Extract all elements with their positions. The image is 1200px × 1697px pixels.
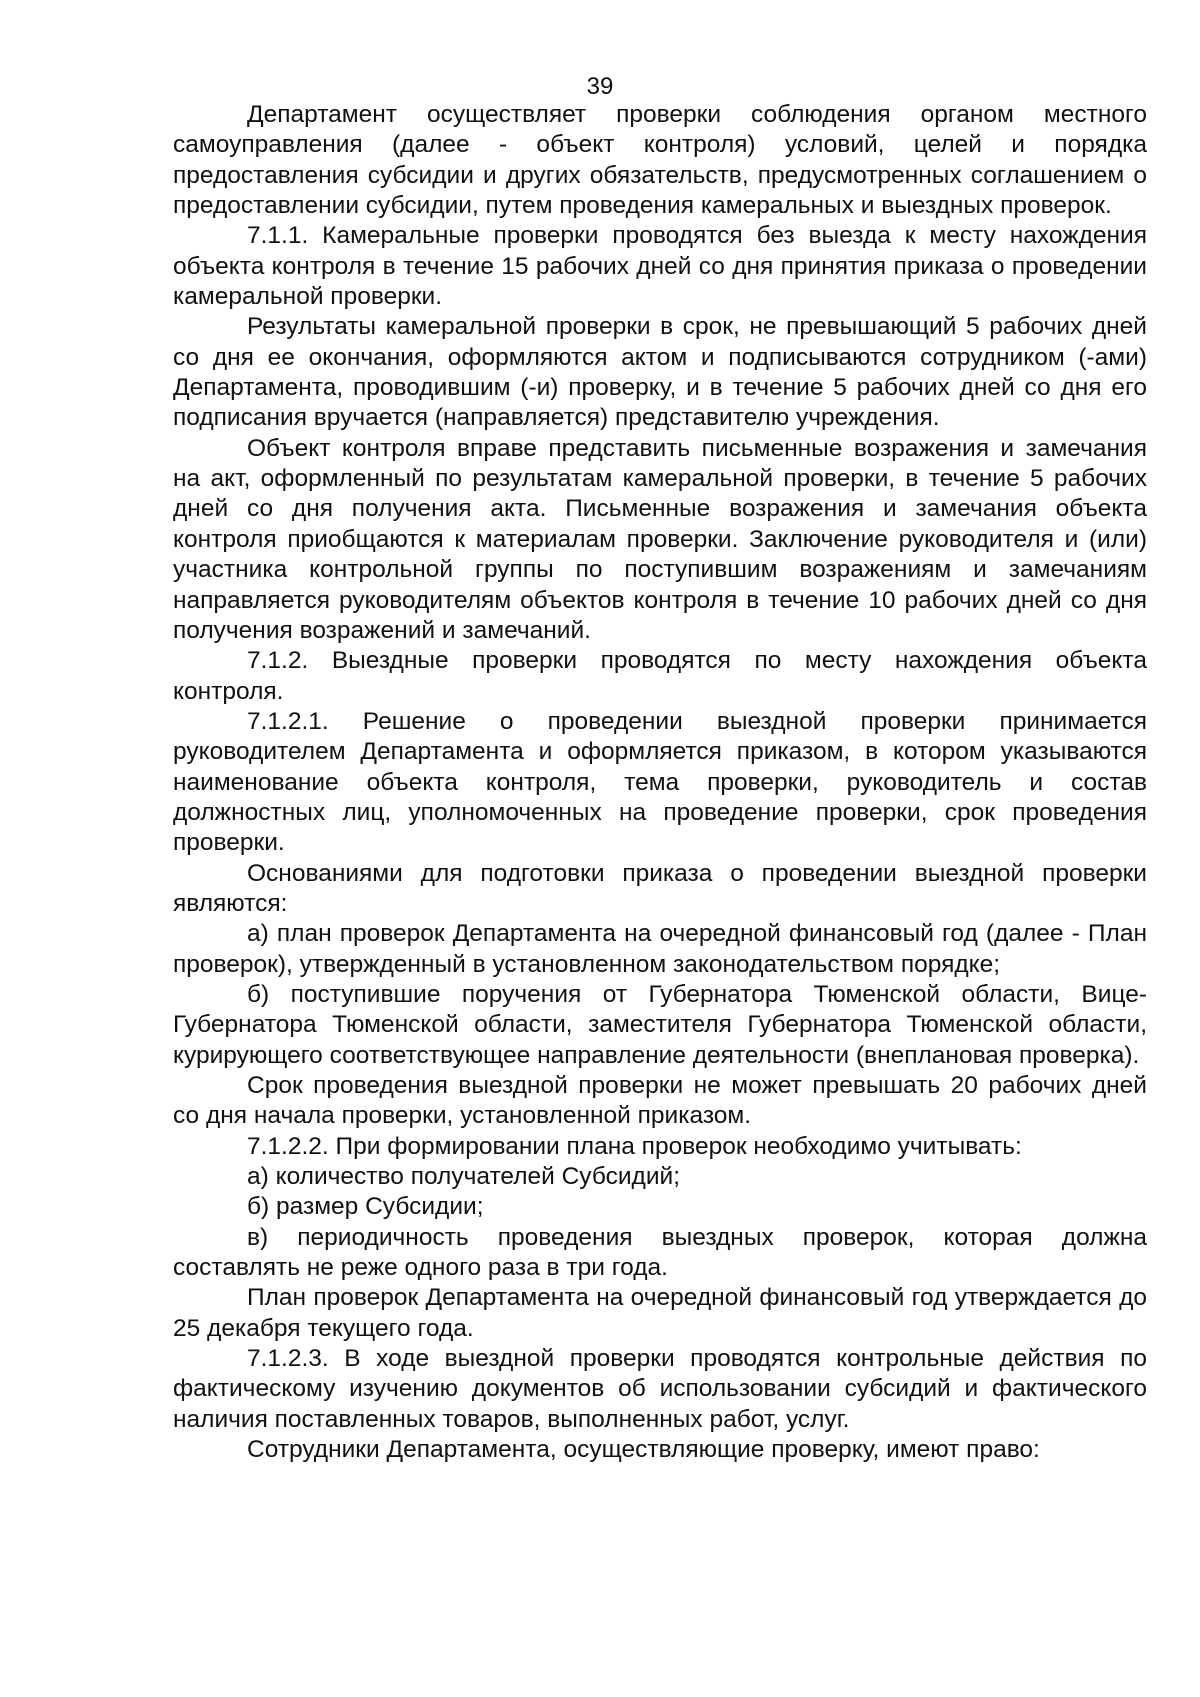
paragraph-7-1-2: 7.1.2. Выездные проверки проводятся по месту нахождения объекта контроля. — [173, 647, 1147, 705]
paragraph-7-1-2-3: 7.1.2.3. В ходе выездной проверки проводятся контрольные действия по фактическому изучению документов об использовании субсидий и фактического наличия поставленных товаров, выполненных работ, услуг. — [173, 1345, 1147, 1433]
paragraph-item-c-frequency: в) периодичность проведения выездных проверок, которая должна составлять не реже одного раза в три года. — [173, 1223, 1147, 1282]
paragraph-grounds: Основаниями для подготовки приказа о проведении выездной проверки являются: — [173, 859, 1147, 917]
paragraph-objections: Объект контроля вправе представить письменные возражения и замечания на акт, оформленный по результатам камеральной проверки, в течение 5 рабочих дней со дня получения акта. Письменные возражения и замечания объекта контроля приобщаются к материалам проверки. Заключение руководителя и (или) участника контрольной группы по поступившим возражениям и замечаниям направляется руководителям объектов контроля в течение 10 рабочих дней со дня получения возражений и замечаний. — [173, 434, 1147, 644]
paragraph-staff-rights: Сотрудники Департамента, осуществляющие проверку, имеют право: — [247, 1436, 1040, 1464]
paragraph-7-1-2-2: 7.1.2.2. При формировании плана проверок необходимо учитывать: — [247, 1132, 1022, 1160]
paragraph-7-1-2-1: 7.1.2.1. Решение о проведении выездной проверки принимается руководителем Департамента и оформляется приказом, в котором указываются наименование объекта контроля, тема проверки, руководитель и состав должностных лиц, уполномоченных на проведение проверки, срок проведения проверки. — [173, 707, 1147, 857]
document-body — [173, 100, 1147, 1465]
paragraph-item-b-instructions: б) поступившие поручения от Губернатора Тюменской области, Вице-Губернатора Тюменской области, заместителя Губернатора Тюменской области, курирующего соответствующее направление деятельности (внеплановая проверка). — [173, 980, 1147, 1069]
paragraph-inspections-intro: Департамент осуществляет проверки соблюдения органом местного самоуправления (далее - объект контроля) условий, целей и порядка предоставления субсидии и других обязательств, предусмотренных соглашением о предоставлении субсидии, путем проведения камеральных и выездных проверок. — [173, 101, 1147, 220]
paragraph-item-b-size: б) размер Субсидии; — [247, 1193, 484, 1221]
paragraph-item-a-recipients: а) количество получателей Субсидий; — [247, 1163, 680, 1191]
paragraph-desk-audit-results: Результаты камеральной проверки в срок, не превышающий 5 рабочих дней со дня ее окончания, оформляются актом и подписываются сотрудником (-ами) Департамента, проводившим (-и) проверку, и в течение 5 рабочих дней со дня его подписания вручается (направляется) представителю учреждения. — [173, 313, 1147, 432]
paragraph-item-a-plan: а) план проверок Департамента на очередной финансовый год (далее - План проверок), утвержденный в установленном законодательством порядке; — [173, 920, 1147, 978]
page-number: 39 — [586, 73, 614, 100]
paragraph-plan-approval: План проверок Департамента на очередной финансовый год утверждается до 25 декабря текущего года. — [173, 1284, 1147, 1342]
paragraph-field-audit-term: Срок проведения выездной проверки не может превышать 20 рабочих дней со дня начала проверки, установленной приказом. — [173, 1072, 1147, 1130]
paragraph-7-1-1: 7.1.1. Камеральные проверки проводятся без выезда к месту нахождения объекта контроля в течение 15 рабочих дней со дня принятия приказа о проведении камеральной проверки. — [173, 222, 1147, 311]
